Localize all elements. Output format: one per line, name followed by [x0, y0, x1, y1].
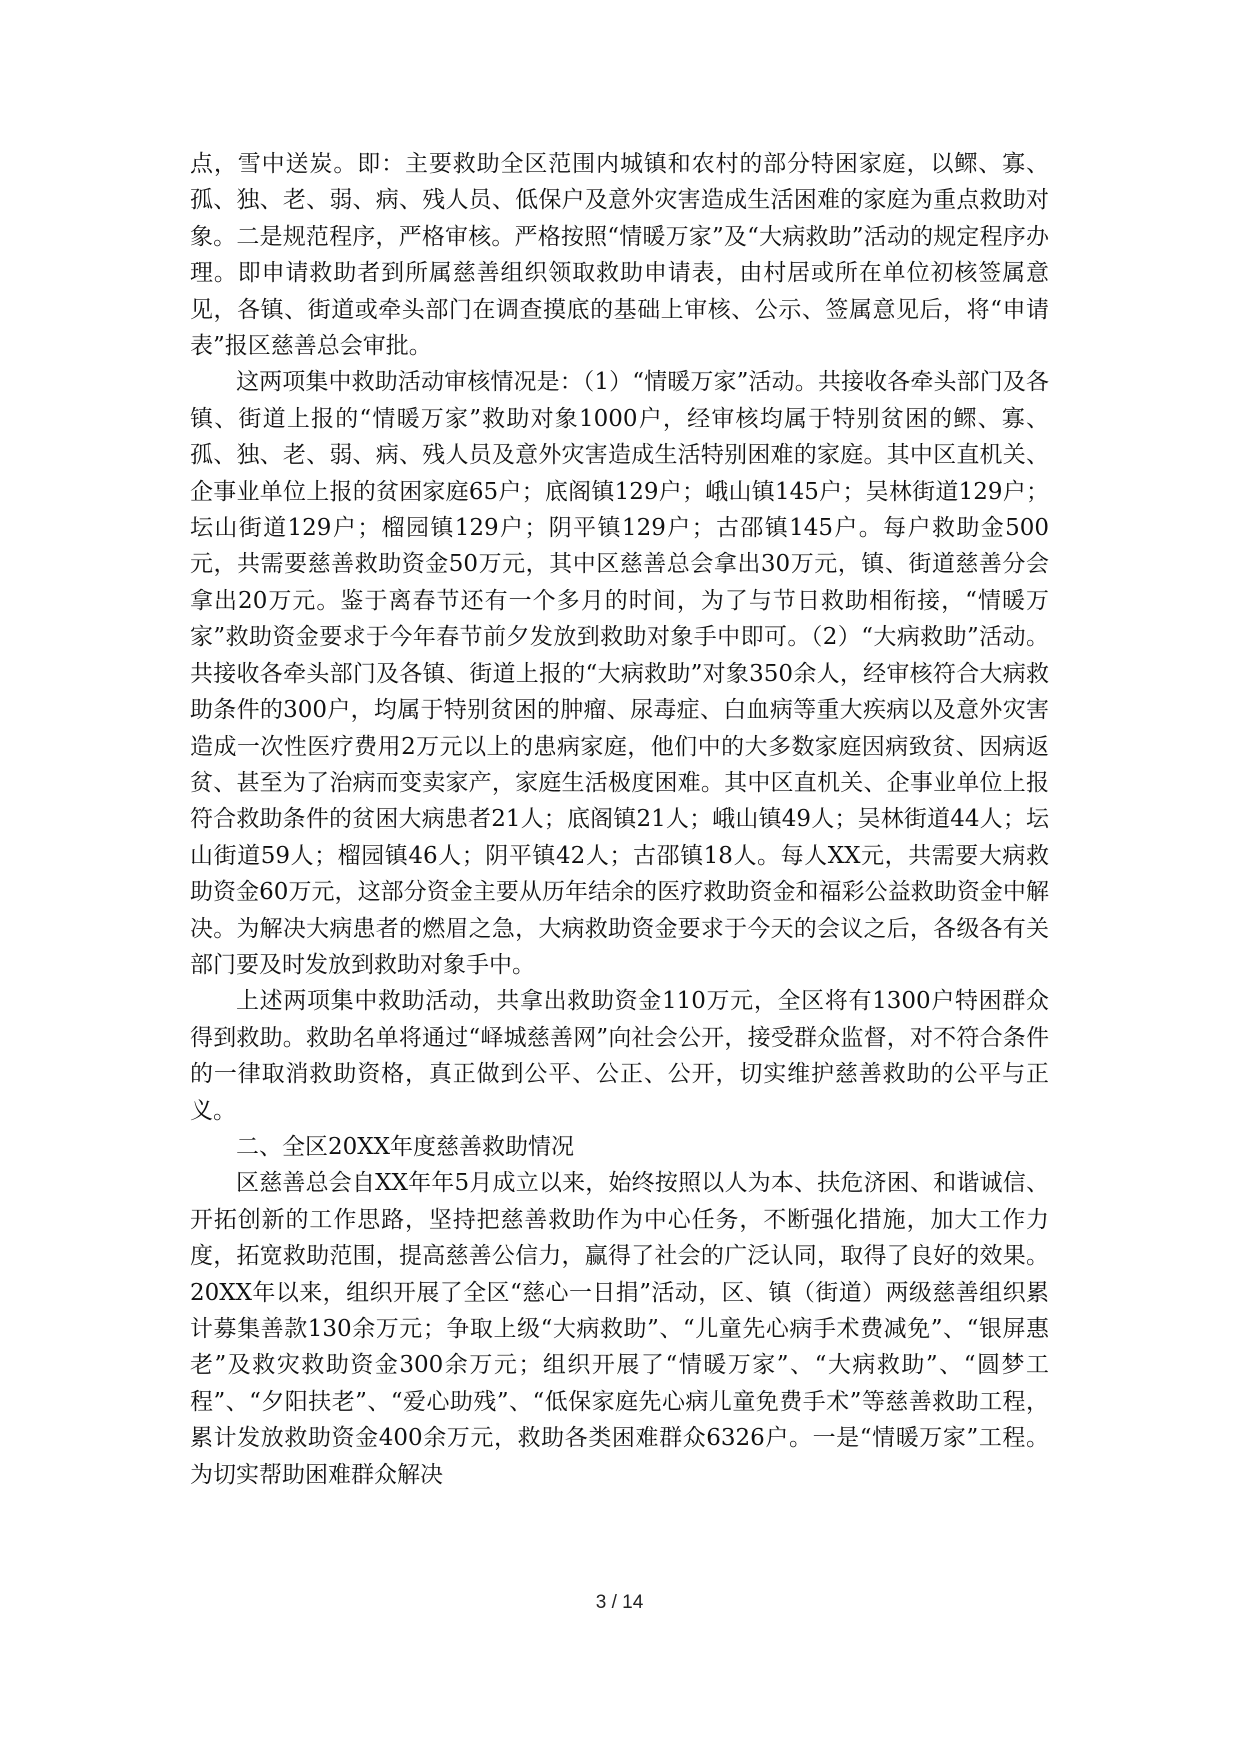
section-heading: 二、全区20XX年度慈善救助情况	[236, 1133, 575, 1160]
document-body	[190, 146, 1049, 1493]
paragraph-summary: 上述两项集中救助活动，共拿出救助资金110万元，全区将有1300户特困群众得到救助。救助名单将通过“峄城慈善网”向社会公开，接受群众监督，对不符合条件的一律取消救助资格，真正做到公平、公正、公开，切实维护慈善救助的公平与正义。	[190, 988, 1049, 1124]
paragraph-annual-overview: 区慈善总会自XX年年5月成立以来，始终按照以人为本、扶危济困、和谐诚信、开拓创新的工作思路，坚持把慈善救助作为中心任务，不断强化措施，加大工作力度，拓宽救助范围，提高慈善公信力，赢得了社会的广泛认同，取得了良好的效果。20XX年以来，组织开展了全区“慈心一日捐”活动，区、镇（街道）两级慈善组织累计募集善款130余万元；争取上级“大病救助”、“儿童先心病手术费减免”、“银屏惠老”及救灾救助资金300余万元；组织开展了“情暖万家”、“大病救助”、“圆梦工程”、“夕阳扶老”、“爱心助残”、“低保家庭先心病儿童免费手术”等慈善救助工程，累计发放救助资金400余万元，救助各类困难群众6326户。一是“情暖万家”工程。为切实帮助困难群众解决	[190, 1170, 1049, 1488]
page-number: 3 / 14	[595, 1592, 644, 1613]
paragraph-continuation: 点，雪中送炭。即：主要救助全区范围内城镇和农村的部分特困家庭，以鳏、寡、孤、独、老、弱、病、残人员、低保户及意外灾害造成生活困难的家庭为重点救助对象。二是规范程序，严格审核。严格按照“情暖万家”及“大病救助”活动的规定程序办理。即申请救助者到所属慈善组织领取救助申请表，由村居或所在单位初核签属意见，各镇、街道或牵头部门在调查摸底的基础上审核、公示、签属意见后，将“申请表”报区慈善总会审批。	[190, 151, 1049, 360]
paragraph-audit-situation: 这两项集中救助活动审核情况是：（1）“情暖万家”活动。共接收各牵头部门及各镇、街道上报的“情暖万家”救助对象1000户，经审核均属于特别贫困的鳏、寡、孤、独、老、弱、病、残人员及意外灾害造成生活特别困难的家庭。其中区直机关、企事业单位上报的贫困家庭65户；底阁镇129户；峨山镇145户；吴林街道129户；坛山街道129户；榴园镇129户；阴平镇129户；古邵镇145户。每户救助金500元，共需要慈善救助资金50万元，其中区慈善总会拿出30万元，镇、街道慈善分会拿出20万元。鉴于离春节还有一个多月的时间，为了与节日救助相衔接，“情暖万家”救助资金要求于今年春节前夕发放到救助对象手中即可。（2）“大病救助”活动。共接收各牵头部门及各镇、街道上报的“大病救助”对象350余人，经审核符合大病救助条件的300户，均属于特别贫困的肿瘤、尿毒症、白血病等重大疾病以及意外灾害造成一次性医疗费用2万元以上的患病家庭，他们中的大多数家庭因病致贫、因病返贫、甚至为了治病而变卖家产，家庭生活极度困难。其中区直机关、企事业单位上报符合救助条件的贫困大病患者21人；底阁镇21人；峨山镇49人；吴林街道44人；坛山街道59人；榴园镇46人；阴平镇42人；古邵镇18人。每人XX元，共需要大病救助资金60万元，这部分资金主要从历年结余的医疗救助资金和福彩公益救助资金中解决。为解决大病患者的燃眉之急，大病救助资金要求于今天的会议之后，各级各有关部门要及时发放到救助对象手中。	[190, 369, 1049, 978]
